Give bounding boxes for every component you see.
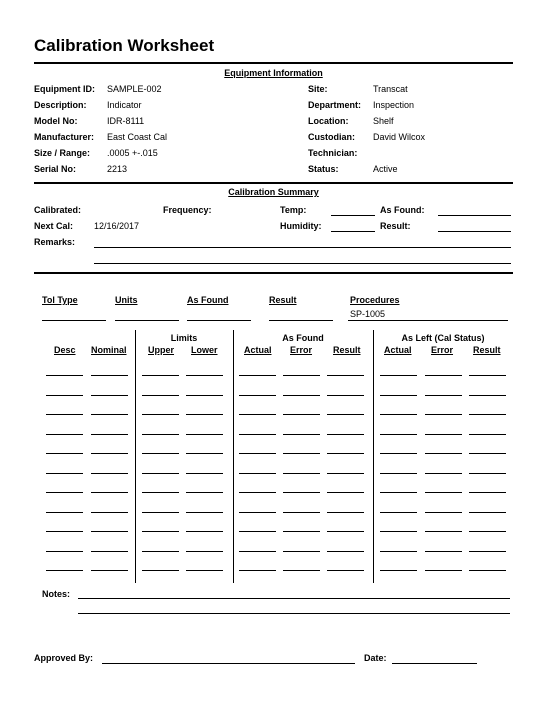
measurement-cell-line[interactable] bbox=[142, 434, 179, 435]
equipment-field-label: Location: bbox=[308, 116, 349, 126]
measurement-cell-line[interactable] bbox=[239, 414, 276, 415]
measurement-cell-line[interactable] bbox=[142, 512, 179, 513]
equipment-field-label: Department: bbox=[308, 100, 362, 110]
as-found-summary-label: As Found: bbox=[380, 205, 425, 215]
equipment-field-value: SAMPLE-002 bbox=[107, 84, 162, 94]
measurement-cell-line[interactable] bbox=[469, 512, 506, 513]
measurement-cell-line[interactable] bbox=[186, 512, 223, 513]
measurement-cell-line[interactable] bbox=[46, 551, 83, 552]
equipment-field-value: Indicator bbox=[107, 100, 142, 110]
nominal-header: Nominal bbox=[91, 345, 127, 355]
as-left-group-header: As Left (Cal Status) bbox=[401, 333, 485, 343]
column-divider bbox=[135, 330, 136, 583]
measurement-cell-line[interactable] bbox=[91, 414, 128, 415]
measurement-cell-line[interactable] bbox=[380, 395, 417, 396]
measurement-cell-line[interactable] bbox=[239, 453, 276, 454]
as-left-actual-header: Actual bbox=[384, 345, 412, 355]
measurement-cell-line[interactable] bbox=[239, 375, 276, 376]
measurement-cell-line[interactable] bbox=[186, 375, 223, 376]
measurement-cell-line[interactable] bbox=[327, 375, 364, 376]
measurement-cell-line[interactable] bbox=[46, 492, 83, 493]
procedures-field[interactable] bbox=[348, 320, 508, 321]
measurement-cell-line[interactable] bbox=[142, 492, 179, 493]
measurement-cell-line[interactable] bbox=[283, 453, 320, 454]
measurement-cell-line[interactable] bbox=[283, 434, 320, 435]
as-found-group-header: As Found bbox=[282, 333, 324, 343]
measurement-cell-line[interactable] bbox=[283, 492, 320, 493]
equipment-field-label: Serial No: bbox=[34, 164, 77, 174]
measurement-cell-line[interactable] bbox=[46, 473, 83, 474]
equipment-field-label: Technician: bbox=[308, 148, 358, 158]
title-rule bbox=[34, 62, 513, 64]
next-cal-label: Next Cal: bbox=[34, 221, 74, 231]
measurement-cell-line[interactable] bbox=[283, 551, 320, 552]
remarks-label: Remarks: bbox=[34, 237, 76, 247]
measurement-cell-line[interactable] bbox=[380, 531, 417, 532]
notes-line-1[interactable] bbox=[78, 598, 510, 599]
remarks-line-1[interactable] bbox=[94, 247, 511, 248]
remarks-line-2[interactable] bbox=[94, 263, 511, 264]
equipment-field-label: Equipment ID: bbox=[34, 84, 95, 94]
as-left-error-header: Error bbox=[431, 345, 454, 355]
date-label: Date: bbox=[364, 653, 387, 663]
measurement-cell-line[interactable] bbox=[327, 551, 364, 552]
measurement-cell-line[interactable] bbox=[91, 434, 128, 435]
measurement-cell-line[interactable] bbox=[91, 512, 128, 513]
measurement-cell-line[interactable] bbox=[46, 512, 83, 513]
measurement-cell-line[interactable] bbox=[186, 473, 223, 474]
measurement-cell-line[interactable] bbox=[425, 375, 462, 376]
measurement-cell-line[interactable] bbox=[469, 551, 506, 552]
measurement-cell-line[interactable] bbox=[46, 414, 83, 415]
measurement-cell-line[interactable] bbox=[380, 492, 417, 493]
equipment-field-value: Shelf bbox=[373, 116, 394, 126]
as-found-actual-header: Actual bbox=[244, 345, 272, 355]
measurement-cell-line[interactable] bbox=[469, 531, 506, 532]
measurement-cell-line[interactable] bbox=[239, 434, 276, 435]
measurement-cell-line[interactable] bbox=[239, 531, 276, 532]
measurement-cell-line[interactable] bbox=[327, 570, 364, 571]
calibrated-label: Calibrated: bbox=[34, 205, 82, 215]
measurement-cell-line[interactable] bbox=[91, 473, 128, 474]
measurement-cell-line[interactable] bbox=[142, 473, 179, 474]
measurement-cell-line[interactable] bbox=[142, 395, 179, 396]
measurement-cell-line[interactable] bbox=[469, 453, 506, 454]
measurement-cell-line[interactable] bbox=[327, 531, 364, 532]
notes-label: Notes: bbox=[42, 589, 71, 599]
page-title: Calibration Worksheet bbox=[34, 36, 215, 55]
measurement-cell-line[interactable] bbox=[425, 551, 462, 552]
equipment-field-value: David Wilcox bbox=[373, 132, 426, 142]
as-found-result-header: Result bbox=[333, 345, 361, 355]
measurement-cell-line[interactable] bbox=[380, 473, 417, 474]
date-field[interactable] bbox=[392, 663, 477, 664]
measurement-cell-line[interactable] bbox=[469, 414, 506, 415]
limits-group-header: Limits bbox=[170, 333, 198, 343]
measurement-cell-line[interactable] bbox=[186, 531, 223, 532]
measurement-cell-line[interactable] bbox=[425, 453, 462, 454]
measurement-cell-line[interactable] bbox=[425, 414, 462, 415]
measurement-cell-line[interactable] bbox=[91, 570, 128, 571]
measurement-cell-line[interactable] bbox=[186, 395, 223, 396]
measurement-cell-line[interactable] bbox=[142, 453, 179, 454]
temp-field[interactable] bbox=[331, 215, 375, 216]
measurement-cell-line[interactable] bbox=[425, 570, 462, 571]
measurement-cell-line[interactable] bbox=[283, 570, 320, 571]
equipment-field-label: Description: bbox=[34, 100, 87, 110]
equipment-section-heading: Equipment Information bbox=[224, 68, 323, 78]
equipment-field-value: IDR-8111 bbox=[107, 116, 145, 126]
measurement-cell-line[interactable] bbox=[186, 551, 223, 552]
measurement-cell-line[interactable] bbox=[425, 473, 462, 474]
column-divider bbox=[373, 330, 374, 583]
equipment-section-rule bbox=[34, 182, 513, 184]
measurement-cell-line[interactable] bbox=[91, 531, 128, 532]
equipment-field-label: Status: bbox=[308, 164, 339, 174]
measurement-cell-line[interactable] bbox=[327, 453, 364, 454]
measurement-cell-line[interactable] bbox=[327, 414, 364, 415]
measurement-cell-line[interactable] bbox=[327, 395, 364, 396]
measurement-cell-line[interactable] bbox=[469, 434, 506, 435]
measurement-cell-line[interactable] bbox=[142, 570, 179, 571]
as-left-result-header: Result bbox=[473, 345, 501, 355]
measurement-cell-line[interactable] bbox=[91, 551, 128, 552]
measurement-cell-line[interactable] bbox=[327, 512, 364, 513]
measurement-cell-line[interactable] bbox=[186, 492, 223, 493]
equipment-field-value: Transcat bbox=[373, 84, 408, 94]
next-cal-value: 12/16/2017 bbox=[94, 221, 140, 231]
measurement-cell-line[interactable] bbox=[283, 473, 320, 474]
as-found-summary-field[interactable] bbox=[438, 215, 511, 216]
approved-by-label: Approved By: bbox=[34, 653, 94, 663]
measurement-cell-line[interactable] bbox=[425, 395, 462, 396]
result-field[interactable] bbox=[269, 320, 333, 321]
result-summary-field[interactable] bbox=[438, 231, 511, 232]
humidity-label: Humidity: bbox=[280, 221, 322, 231]
measurement-cell-line[interactable] bbox=[425, 512, 462, 513]
desc-header: Desc bbox=[54, 345, 76, 355]
measurement-cell-line[interactable] bbox=[469, 375, 506, 376]
as-found-error-header: Error bbox=[290, 345, 313, 355]
measurement-cell-line[interactable] bbox=[327, 492, 364, 493]
result-header: Result bbox=[269, 295, 297, 305]
measurement-cell-line[interactable] bbox=[186, 414, 223, 415]
equipment-field-label: Site: bbox=[308, 84, 328, 94]
measurement-cell-line[interactable] bbox=[46, 531, 83, 532]
result-summary-label: Result: bbox=[380, 221, 411, 231]
measurement-cell-line[interactable] bbox=[469, 473, 506, 474]
equipment-field-value: East Coast Cal bbox=[107, 132, 168, 142]
column-divider bbox=[233, 330, 234, 583]
measurement-cell-line[interactable] bbox=[469, 492, 506, 493]
tol-type-field[interactable] bbox=[42, 320, 106, 321]
measurement-cell-line[interactable] bbox=[46, 375, 83, 376]
measurement-cell-line[interactable] bbox=[380, 414, 417, 415]
measurement-cell-line[interactable] bbox=[239, 570, 276, 571]
measurement-cell-line[interactable] bbox=[142, 531, 179, 532]
measurement-cell-line[interactable] bbox=[142, 414, 179, 415]
measurement-cell-line[interactable] bbox=[283, 375, 320, 376]
measurement-cell-line[interactable] bbox=[380, 512, 417, 513]
measurement-cell-line[interactable] bbox=[91, 395, 128, 396]
equipment-field-value: .0005 +-.015 bbox=[107, 148, 158, 158]
measurement-cell-line[interactable] bbox=[380, 551, 417, 552]
measurement-cell-line[interactable] bbox=[283, 395, 320, 396]
measurement-cell-line[interactable] bbox=[142, 375, 179, 376]
upper-header: Upper bbox=[148, 345, 175, 355]
measurement-cell-line[interactable] bbox=[327, 473, 364, 474]
measurement-cell-line[interactable] bbox=[239, 395, 276, 396]
units-field[interactable] bbox=[115, 320, 179, 321]
equipment-field-value: 2213 bbox=[107, 164, 128, 174]
units-header: Units bbox=[115, 295, 138, 305]
measurement-cell-line[interactable] bbox=[186, 434, 223, 435]
measurement-cell-line[interactable] bbox=[142, 551, 179, 552]
measurement-cell-line[interactable] bbox=[425, 434, 462, 435]
measurement-cell-line[interactable] bbox=[186, 570, 223, 571]
procedures-value: SP-1005 bbox=[350, 309, 386, 319]
measurement-cell-line[interactable] bbox=[186, 453, 223, 454]
measurement-cell-line[interactable] bbox=[91, 453, 128, 454]
measurement-cell-line[interactable] bbox=[283, 512, 320, 513]
measurement-cell-line[interactable] bbox=[239, 492, 276, 493]
measurement-cell-line[interactable] bbox=[469, 395, 506, 396]
equipment-field-label: Manufacturer: bbox=[34, 132, 95, 142]
tol-type-header: Tol Type bbox=[42, 295, 78, 305]
summary-section-heading: Calibration Summary bbox=[228, 187, 319, 197]
equipment-field-value: Active bbox=[373, 164, 398, 174]
as-found-header: As Found bbox=[187, 295, 229, 305]
measurement-cell-line[interactable] bbox=[239, 551, 276, 552]
measurement-cell-line[interactable] bbox=[46, 395, 83, 396]
notes-line-2[interactable] bbox=[78, 613, 510, 614]
measurement-cell-line[interactable] bbox=[380, 434, 417, 435]
measurement-cell-line[interactable] bbox=[469, 570, 506, 571]
measurement-cell-line[interactable] bbox=[283, 414, 320, 415]
measurement-cell-line[interactable] bbox=[380, 453, 417, 454]
equipment-field-label: Custodian: bbox=[308, 132, 355, 142]
measurement-cell-line[interactable] bbox=[239, 512, 276, 513]
temp-label: Temp: bbox=[280, 205, 307, 215]
measurement-cell-line[interactable] bbox=[46, 570, 83, 571]
measurement-cell-line[interactable] bbox=[327, 434, 364, 435]
measurement-cell-line[interactable] bbox=[91, 375, 128, 376]
humidity-field[interactable] bbox=[331, 231, 375, 232]
measurement-cell-line[interactable] bbox=[283, 531, 320, 532]
measurement-cell-line[interactable] bbox=[425, 531, 462, 532]
measurement-cell-line[interactable] bbox=[46, 434, 83, 435]
lower-header: Lower bbox=[191, 345, 218, 355]
as-found-field[interactable] bbox=[187, 320, 251, 321]
frequency-label: Frequency: bbox=[163, 205, 212, 215]
measurement-cell-line[interactable] bbox=[91, 492, 128, 493]
summary-section-rule bbox=[34, 272, 513, 274]
approved-by-field[interactable] bbox=[102, 663, 355, 664]
procedures-header: Procedures bbox=[350, 295, 400, 305]
measurement-cell-line[interactable] bbox=[380, 375, 417, 376]
equipment-field-label: Size / Range: bbox=[34, 148, 91, 158]
equipment-field-label: Model No: bbox=[34, 116, 78, 126]
measurement-cell-line[interactable] bbox=[46, 453, 83, 454]
measurement-cell-line[interactable] bbox=[380, 570, 417, 571]
measurement-cell-line[interactable] bbox=[239, 473, 276, 474]
equipment-field-value: Inspection bbox=[373, 100, 415, 110]
measurement-cell-line[interactable] bbox=[425, 492, 462, 493]
